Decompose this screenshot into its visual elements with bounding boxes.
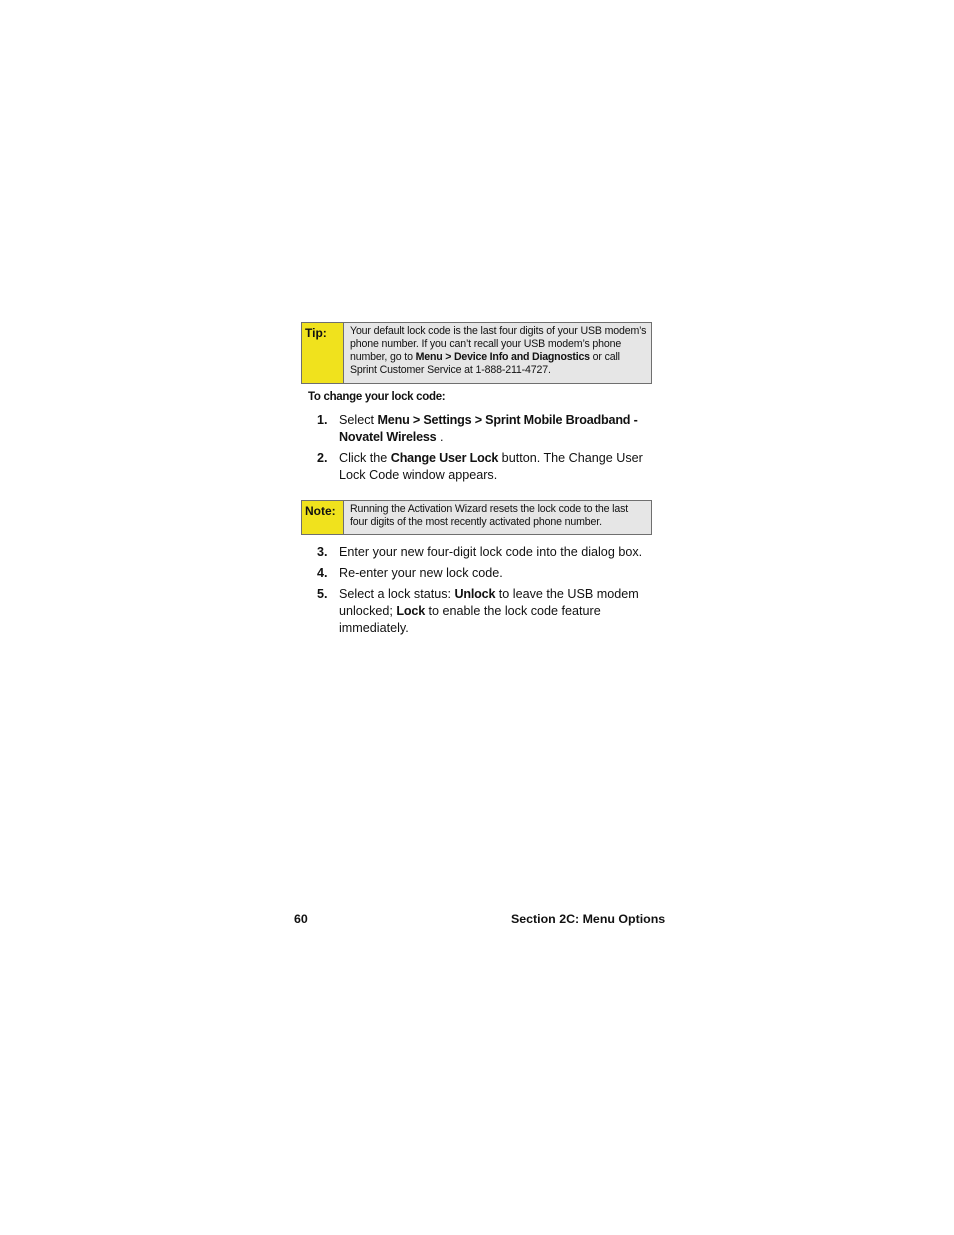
step-text-post: .: [436, 430, 444, 444]
note-callout: [301, 500, 652, 535]
tip-label: Tip:: [302, 323, 344, 383]
step-menu-path: Menu > Settings > Sprint Mobile Broadband - Novatel Wireless: [339, 413, 638, 444]
section-title: Section 2C: Menu Options: [511, 912, 666, 926]
step-text-pre: Select a lock status:: [339, 587, 455, 601]
step-number: 5.: [317, 587, 328, 601]
step-number: 2.: [317, 451, 328, 465]
step-option-lock: Lock: [396, 604, 426, 618]
page-number: 60: [294, 912, 308, 926]
step-item: [317, 544, 667, 561]
step-text-pre: Click the: [339, 451, 391, 465]
step-text-post: to enable the lock code feature immediately.: [339, 604, 601, 635]
tip-text-part-1: Your default lock code is the last four digits of your USB modem’s phone number. If you can’t recall your USB modem’s phone number, go to: [350, 325, 647, 363]
tip-callout: [301, 322, 652, 384]
step-text: [339, 586, 667, 637]
tip-menu-path: Menu > Device Info and Diagnostics: [415, 351, 590, 363]
step-option-unlock: Unlock: [454, 587, 496, 601]
step-item: [317, 565, 667, 582]
tip-text-part-2: or call Sprint Customer Service at 1-888-211-4727.: [350, 351, 620, 376]
step-text: Enter your new four-digit lock code into the dialog box.: [339, 545, 643, 559]
step-text: [339, 412, 667, 446]
step-item: [317, 450, 667, 484]
steps-list-2: [317, 544, 667, 641]
step-button-name: Change User Lock: [390, 451, 499, 465]
note-text: Running the Activation Wizard resets the lock code to the last four digits of the most recently activated phone number.: [344, 501, 651, 534]
step-text: Re-enter your new lock code.: [339, 566, 503, 580]
procedure-heading: To change your lock code:: [308, 391, 446, 403]
tip-text: [344, 323, 651, 383]
step-number: 3.: [317, 545, 328, 559]
step-number: 4.: [317, 566, 328, 580]
note-label: Note:: [302, 501, 344, 534]
step-text-mid: to leave the USB modem unlocked;: [339, 587, 639, 618]
step-text-post: button. The Change User Lock Code window appears.: [339, 451, 643, 482]
step-item: [317, 412, 667, 446]
steps-list-1: [317, 412, 667, 488]
step-item: [317, 586, 667, 637]
step-text-pre: Select: [339, 413, 378, 427]
step-number: 1.: [317, 413, 328, 427]
step-text: [339, 450, 667, 484]
